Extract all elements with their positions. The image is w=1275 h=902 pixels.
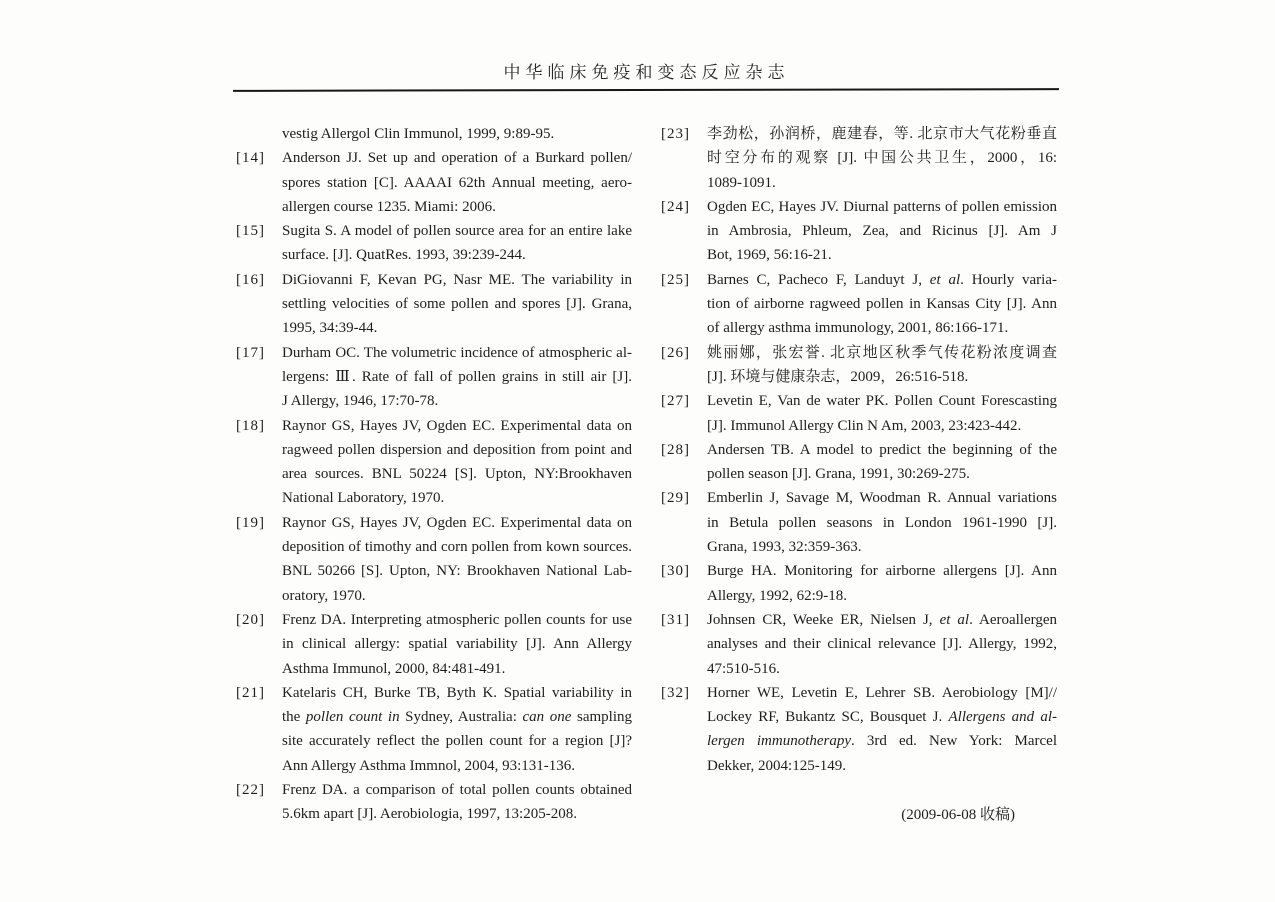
reference-line: the pollen count in Sydney, Australia: can one sampling — [282, 709, 632, 726]
reference-line: 李劲松，孙润桥，鹿建春，等. 北京市大气花粉垂直 — [707, 126, 1057, 142]
reference-line: J Allergy, 1946, 17:70-78. — [282, 393, 439, 410]
reference-line: BNL 50266 [S]. Upton, NY: Brookhaven National Lab- — [282, 563, 632, 580]
reference-line: Burge HA. Monitoring for airborne allergens [J]. Ann — [707, 563, 1057, 580]
reference-line: [J]. 环境与健康杂志，2009，26:516-518. — [707, 368, 969, 385]
reference-line: in clinical allergy: spatial variability [J]. Ann Allergy — [282, 636, 632, 653]
reference-line: Barnes C, Pacheco F, Landuyt J, et al. Hourly varia- — [707, 271, 1057, 288]
reference-line: site accurately reflect the pollen count for a region [J]? — [282, 733, 632, 750]
reference-line: in Betula pollen seasons in London 1961-1990 [J]. — [707, 514, 1057, 531]
reference-number: [31] — [661, 611, 690, 628]
reference-line: Durham OC. The volumetric incidence of atmospheric al- — [282, 344, 632, 361]
reference-line: ragweed pollen dispersion and deposition from point and — [282, 441, 632, 458]
reference-item — [661, 608, 1057, 681]
reference-text — [707, 681, 1057, 778]
reference-line: Andersen TB. A model to predict the beginning of the — [707, 441, 1057, 458]
reference-line: vestig Allergol Clin Immunol, 1999, 9:89-95. — [282, 126, 555, 142]
reference-line: settling velocities of some pollen and spores [J]. Grana, — [282, 296, 632, 313]
reference-number: [30] — [661, 563, 690, 580]
reference-line: Raynor GS, Hayes JV, Ogden EC. Experimental data on — [282, 514, 632, 531]
reference-line: deposition of timothy and corn pollen from kown sources. — [282, 539, 632, 556]
reference-line: Johnsen CR, Weeke ER, Nielsen J, et al. Aeroallergen — [707, 611, 1057, 628]
reference-line: 1995, 34:39-44. — [282, 320, 378, 337]
reference-line: analyses and their clinical relevance [J]. Allergy, 1992, — [707, 636, 1057, 653]
reference-text — [282, 414, 632, 511]
reference-text — [707, 195, 1057, 268]
reference-text — [707, 608, 1057, 681]
reference-number: [25] — [661, 271, 690, 288]
reference-item — [661, 341, 1057, 390]
reference-number — [236, 122, 282, 146]
reference-number: [24] — [661, 198, 690, 215]
reference-line: allergen course 1235. Miami: 2006. — [282, 198, 496, 215]
reference-number: [20] — [236, 611, 265, 628]
reference-text — [707, 341, 1057, 390]
reference-line: of allergy asthma immunology, 2001, 86:166-171. — [707, 320, 1009, 337]
reference-number: [21] — [236, 684, 265, 701]
reference-line: Allergy, 1992, 62:9-18. — [707, 587, 847, 604]
reference-number: [23] — [661, 126, 690, 142]
reference-line: Katelaris CH, Burke TB, Byth K. Spatial variability in — [282, 684, 632, 701]
reference-item — [236, 681, 632, 778]
reference-text — [707, 438, 1057, 487]
reference-text — [282, 681, 632, 778]
references-list-right — [661, 122, 1057, 778]
reference-number: [22] — [236, 782, 265, 799]
reference-number: [29] — [661, 490, 690, 507]
reference-item — [661, 122, 1057, 195]
reference-number: [17] — [236, 344, 265, 361]
reference-number: [15] — [236, 223, 265, 240]
reference-item — [236, 778, 632, 827]
reference-line: Sugita S. A model of pollen source area for an entire lake — [282, 223, 632, 240]
reference-line: pollen season [J]. Grana, 1991, 30:269-275. — [707, 466, 970, 483]
reference-number: [18] — [236, 417, 265, 434]
reference-number: [28] — [661, 441, 690, 458]
reference-item — [236, 341, 632, 414]
reference-line: tion of airborne ragweed pollen in Kansas City [J]. Ann — [707, 296, 1057, 313]
reference-line: lergen immunotherapy. 3rd ed. New York: Marcel — [707, 733, 1057, 750]
reference-text — [707, 486, 1057, 559]
reference-line: oratory, 1970. — [282, 587, 366, 604]
reference-text — [282, 608, 632, 681]
reference-number: [32] — [661, 684, 690, 701]
reference-item — [661, 486, 1057, 559]
reference-text — [282, 122, 632, 146]
reference-item — [661, 559, 1057, 608]
reference-line: Asthma Immunol, 2000, 84:481-491. — [282, 660, 506, 677]
reference-line: Emberlin J, Savage M, Woodman R. Annual variations — [707, 490, 1057, 507]
reference-item — [661, 438, 1057, 487]
reference-line: 时空分布的观察 [J]. 中国公共卫生，2000，16: — [707, 150, 1057, 167]
reference-line: Dekker, 2004:125-149. — [707, 757, 846, 774]
reference-text — [707, 559, 1057, 608]
reference-text — [282, 341, 632, 414]
reference-item — [661, 195, 1057, 268]
reference-number: [27] — [661, 393, 690, 410]
reference-line: spores station [C]. AAAAI 62th Annual meeting, aero- — [282, 174, 632, 191]
reference-line: Ogden EC, Hayes JV. Diurnal patterns of pollen emission — [707, 198, 1057, 215]
reference-line: 姚丽娜，张宏誉. 北京地区秋季气传花粉浓度调查 — [707, 344, 1057, 361]
reference-line: Lockey RF, Bukantz SC, Bousquet J. Allergens and al- — [707, 709, 1057, 726]
references-right-column — [661, 122, 1057, 827]
reference-line: in Ambrosia, Phleum, Zea, and Ricinus [J]. Am J — [707, 223, 1057, 240]
reference-item — [661, 268, 1057, 341]
reference-item — [236, 511, 632, 608]
reference-line: Ann Allergy Asthma Immnol, 2004, 93:131-136. — [282, 757, 576, 774]
reference-text — [707, 268, 1057, 341]
reference-line: 1089-1091. — [707, 174, 776, 191]
header-rule — [233, 88, 1059, 92]
reference-item — [236, 268, 632, 341]
reference-line: surface. [J]. QuatRes. 1993, 39:239-244. — [282, 247, 526, 264]
reference-number: [14] — [236, 150, 265, 167]
reference-item — [236, 608, 632, 681]
reference-line: Bot, 1969, 56:16-21. — [707, 247, 832, 264]
reference-number: [26] — [661, 344, 690, 361]
reference-line: [J]. Immunol Allergy Clin N Am, 2003, 23:423-442. — [707, 417, 1022, 434]
reference-line: Frenz DA. a comparison of total pollen counts obtained — [282, 782, 632, 799]
reference-line: 47:510-516. — [707, 660, 780, 677]
reference-item — [236, 219, 632, 268]
reference-text — [282, 146, 632, 219]
reference-text — [282, 219, 632, 268]
reference-number: [16] — [236, 271, 265, 288]
reference-item — [661, 389, 1057, 438]
reference-text — [282, 778, 632, 827]
reference-item — [236, 122, 632, 146]
reference-line: Frenz DA. Interpreting atmospheric pollen counts for use — [282, 611, 632, 628]
reference-line: National Laboratory, 1970. — [282, 490, 445, 507]
reference-item — [236, 146, 632, 219]
reference-text — [707, 122, 1057, 195]
reference-line: Grana, 1993, 32:359-363. — [707, 539, 862, 556]
reference-line: Horner WE, Levetin E, Lehrer SB. Aerobiology [M]// — [707, 684, 1057, 701]
received-date-note: (2009-06-08 收稿) — [901, 807, 1015, 824]
reference-line: DiGiovanni F, Kevan PG, Nasr ME. The variability in — [282, 271, 632, 288]
reference-number: [19] — [236, 514, 265, 531]
references-left-column — [236, 122, 632, 827]
reference-item — [236, 414, 632, 511]
reference-line: Levetin E, Van de water PK. Pollen Count Forescasting — [707, 393, 1057, 410]
reference-item — [661, 681, 1057, 778]
journal-title: 中华临床免疫和变态反应杂志 — [503, 63, 790, 82]
reference-line: Raynor GS, Hayes JV, Ogden EC. Experimental data on — [282, 417, 632, 434]
references-list-left — [236, 122, 632, 827]
reference-line: lergens: Ⅲ. Rate of fall of pollen grains in still air [J]. — [282, 368, 632, 385]
reference-text — [707, 389, 1057, 438]
reference-line: area sources. BNL 50224 [S]. Upton, NY:Brookhaven — [282, 466, 632, 483]
reference-line: 5.6km apart [J]. Aerobiologia, 1997, 13:205-208. — [282, 806, 577, 823]
reference-text — [282, 511, 632, 608]
reference-line: Anderson JJ. Set up and operation of a Burkard pollen/ — [282, 150, 632, 167]
reference-text — [282, 268, 632, 341]
